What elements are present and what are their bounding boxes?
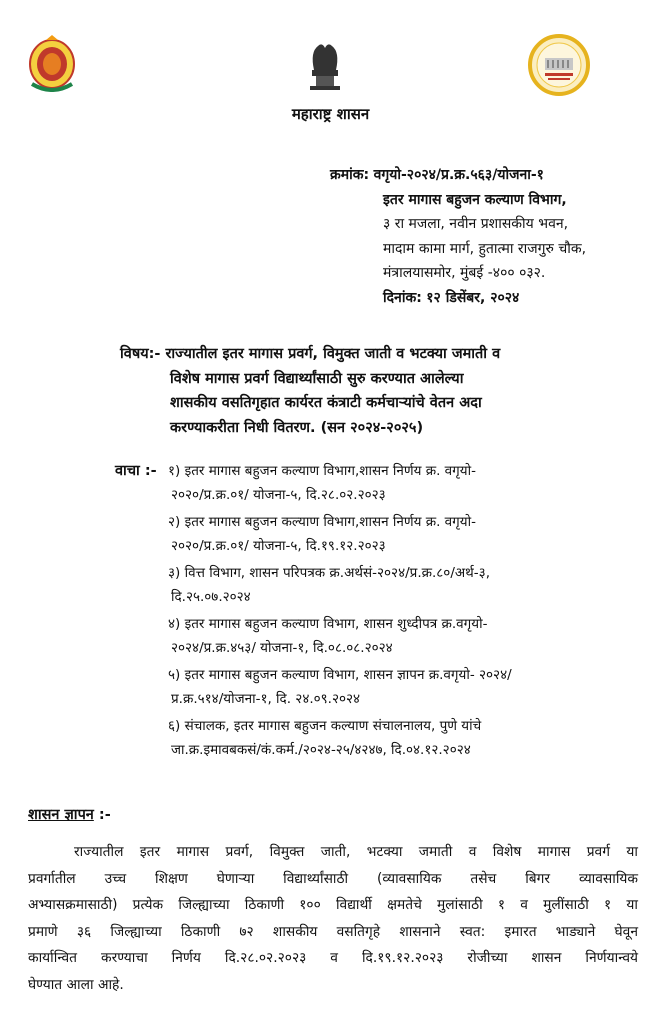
reference-line: २) इतर मागास बहुजन कल्याण विभाग,शासन निर्णय क्र. वगृयो- <box>168 514 476 530</box>
address-line-3: मंत्रालयासमोर, मुंबई -४०० ०३२. <box>383 265 546 281</box>
reference-item <box>115 613 635 660</box>
reference-line: ३) वित्त विभाग, शासन परिपत्रक क्र.अर्थसं-२०२४/प्र.क्र.८०/अर्थ-३, <box>168 565 490 581</box>
reference-item <box>115 715 635 762</box>
references-block <box>115 460 635 766</box>
reference-line: प्र.क्र.५१४/योजना-१, दि. २४.०९.२०२४ <box>171 690 361 707</box>
reference-line: जा.क्र.इमावबकसं/कं.कर्म./२०२४-२५/४२४७, दि.०४.१२.२०२४ <box>171 741 471 758</box>
reference-line: दि.२५.०७.२०२४ <box>171 588 251 605</box>
reference-line: ५) इतर मागास बहुजन कल्याण विभाग, शासन ज्ञापन क्र.वगृयो- २०२४/ <box>168 667 512 683</box>
reference-label: क्रमांक: <box>330 167 370 183</box>
reference-item <box>115 664 635 711</box>
reference-item <box>115 511 635 558</box>
date-row <box>330 286 586 311</box>
memo-line: प्रमाणे ३६ जिल्ह्याच्या ठिकाणी ७२ शासकीय वसतिगृहे शासनाने स्वत: इमारत भाड्याने घेवून <box>28 923 638 940</box>
reference-line: २०२०/प्र.क्र.०१/ योजना-५, दि.१९.१२.२०२३ <box>171 537 386 554</box>
address-block <box>330 163 586 310</box>
memo-line: राज्यातील इतर मागास प्रवर्ग, विमुक्त जाती, भटक्या जमाती व विशेष मागास प्रवर्ग या <box>74 844 638 860</box>
address-line-2: मादाम कामा मार्ग, हुतात्मा राजगुरु चौक, <box>383 240 587 257</box>
reference-line: ४) इतर मागास बहुजन कल्याण विभाग, शासन शुध्दीपत्र क्र.वगृयो- <box>168 616 488 632</box>
subject-line: विषय:- राज्यातील इतर मागास प्रवर्ग, विमुक्त जाती व भटक्या जमाती व <box>120 346 501 362</box>
memo-paragraph <box>28 839 638 998</box>
date-value: १२ डिसेंबर, २०२४ <box>426 289 520 306</box>
memo-line: प्रवर्गातील उच्च शिक्षण घेणाऱ्या विद्यार्थ्यांसाठी (व्यावसायिक तसेच बिगर व्यावसायिक <box>28 870 638 887</box>
date-label: दिनांक: <box>383 289 422 306</box>
mantralaya-service-logo <box>528 34 590 96</box>
memo-line: घेण्यात आला आहे. <box>28 976 124 993</box>
national-emblem-logo <box>302 40 348 92</box>
memo-line: अभ्यासक्रमासाठी) प्रत्येक जिल्ह्याच्या ठिकाणी १०० विद्यार्थी क्षमतेचे मुलांसाठी १ व मुलींसाठी १ या <box>28 897 638 913</box>
subject-line: विशेष मागास प्रवर्ग विद्यार्थ्यांसाठी सुरु करण्यात आलेल्या <box>170 370 464 387</box>
memo-heading-suffix: :- <box>93 807 111 823</box>
reference-number-row <box>330 163 586 188</box>
references-label: वाचा :- <box>115 463 157 479</box>
page-title: महाराष्ट्र शासन <box>291 105 370 123</box>
reference-line: १) इतर मागास बहुजन कल्याण विभाग,शासन निर्णय क्र. वगृयो- <box>168 463 476 479</box>
memo-heading <box>28 804 111 824</box>
maharashtra-seal-logo <box>26 34 78 92</box>
reference-number: वगृयो-२०२४/प्र.क्र.५६३/योजना-१ <box>373 167 544 183</box>
memo-line: कार्यान्वित करण्याचा निर्णय दि.२८.०२.२०२३ व दि.१९.१२.२०२३ रोजीच्या शासन निर्णयान्वये <box>28 950 638 966</box>
subject-line: शासकीय वसतिगृहात कार्यरत कंत्राटी कर्मचाऱ्यांचे वेतन अदा <box>170 395 482 411</box>
address-line-1: ३ रा मजला, नवीन प्रशासकीय भवन, <box>383 216 569 232</box>
subject-line: करण्याकरीता निधी वितरण. (सन २०२४-२०२५) <box>170 419 424 436</box>
department-name: इतर मागास बहुजन कल्याण विभाग, <box>383 191 567 208</box>
reference-line: ६) संचालक, इतर मागास बहुजन कल्याण संचालनालय, पुणे यांचे <box>168 718 482 734</box>
reference-item <box>115 562 635 609</box>
reference-line: २०२०/प्र.क्र.०१/ योजना-५, दि.२८.०२.२०२३ <box>171 486 386 503</box>
reference-line: २०२४/प्र.क्र.४५३/ योजना-१, दि.०८.०८.२०२४ <box>171 639 393 656</box>
subject-block <box>120 342 500 440</box>
reference-item <box>115 460 635 507</box>
memo-heading-text: शासन ज्ञापन <box>28 807 94 823</box>
